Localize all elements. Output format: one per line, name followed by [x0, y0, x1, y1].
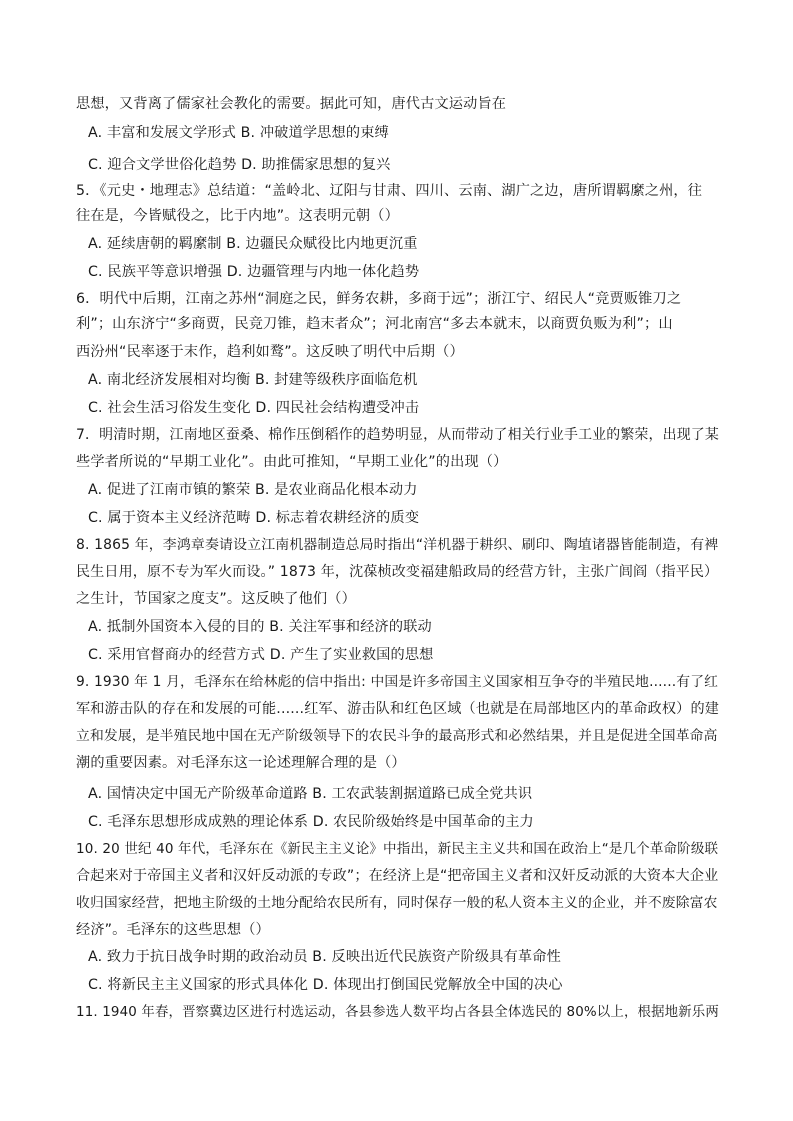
question-8-stem-line3: 之生计，节国家之度支”。这反映了他们（） [76, 591, 356, 607]
question-9-options-ab: A. 国情决定中国无产阶级革命道路 B. 工农武装割据道路已成全党共识 [88, 786, 533, 802]
question-8-options-cd: C. 采用官督商办的经营方式 D. 产生了实业救国的思想 [88, 647, 434, 663]
question-9-stem-line4: 潮的重要因素。对毛泽东这一论述理解合理的是（） [76, 755, 406, 771]
question-10-options-ab: A. 致力于抗日战争时期的政治动员 B. 反映出近代民族资产阶级具有革命性 [88, 949, 561, 965]
question-4-options-ab: A. 丰富和发展文学形式 B. 冲破道学思想的束缚 [88, 125, 389, 141]
question-10-stem-line3: 收归国家经营，把地主阶级的土地分配给农民所有，同时保存一般的私人资本主义的企业，并不废除富农 [76, 895, 718, 911]
question-10-stem-line1: 10. 20 世纪 40 年代，毛泽东在《新民主主义论》中指出，新民主主义共和国在政治上“是几个革命阶级联 [76, 841, 719, 857]
question-9-stem-line2: 军和游击队的存在和发展的可能......红军、游击队和红色区域（也就是在局部地区内的革命政权）的建 [76, 701, 720, 717]
question-6-options-ab: A. 南北经济发展相对均衡 B. 封建等级秩序面临危机 [88, 372, 418, 388]
question-10-stem-line4: 经济”。毛泽东的这些思想（） [76, 922, 270, 938]
question-9-stem-line3: 立和发展，是半殖民地中国在无产阶级领导下的农民斗争的最高形式和必然结果，并且是促进全国革命高 [76, 728, 718, 744]
question-4-options-cd: C. 迎合文学世俗化趋势 D. 助推儒家思想的复兴 [88, 157, 391, 173]
question-8-options-ab: A. 抵制外国资本入侵的目的 B. 关注军事和经济的联动 [88, 619, 432, 635]
question-5-stem-line1: 5．《元史・地理志》总结道：“盖岭北、辽阳与甘肃、四川、云南、湖广之边，唐所谓羁縻之州，往 [76, 183, 703, 199]
question-10-stem-line2: 合起来对于帝国主义者和汉奸反动派的专政”；在经济上是“把帝国主义者和汉奸反动派的大资本大企业 [76, 868, 719, 884]
question-10-options-cd: C. 将新民主主义国家的形式具体化 D. 体现出打倒国民党解放全中国的决心 [88, 977, 563, 993]
question-4-stem-end: 思想，又背离了儒家社会教化的需要。据此可知，唐代古文运动旨在 [76, 96, 507, 112]
question-7-stem-line1: 7．明清时期，江南地区蚕桑、棉作压倒稻作的趋势明显，从而带动了相关行业手工业的繁荣，出现了某 [76, 427, 719, 443]
question-6-stem-line1: 6．明代中后期，江南之苏州“洞庭之民，鲜务农耕，多商于远”；浙江宁、绍民人“竞贾贩锥刀之 [76, 291, 682, 307]
question-5-stem-line2: 往在是，今皆赋役之，比于内地”。这表明元朝（） [76, 208, 399, 224]
question-11-stem-line1: 11. 1940 年春，晋察冀边区进行村选运动，各县参选人数平均占各县全体选民的 80%以上，根据地新乐两 [76, 1005, 719, 1020]
question-6-stem-line2: 利”；山东济宁“多商贾，民竞刀锥，趋末者众”；河北南宫“多去本就末，以商贾负贩为利”；山 [76, 316, 673, 332]
question-9-stem-line1: 9. 1930 年 1 月，毛泽东在给林彪的信中指出: 中国是许多帝国主义国家相互争夺的半殖民地......有了红 [76, 674, 719, 690]
question-7-options-cd: C. 属于资本主义经济范畴 D. 标志着农耕经济的质变 [88, 510, 420, 526]
question-7-stem-line2: 些学者所说的“早期工业化”。由此可推知，“早期工业化”的出现（） [76, 454, 508, 470]
question-7-options-ab: A. 促进了江南市镇的繁荣 B. 是农业商品化根本动力 [88, 482, 418, 498]
question-8-stem-line2: 民生日用，原不专为军火而设。” 1873 年，沈葆桢改变福建船政局的经营方针，主张广闾阎（指平民） [76, 564, 719, 580]
question-6-stem-line3: 西汾州“民率逐于末作，趋利如鹜”。这反映了明代中后期（） [76, 344, 464, 360]
question-6-options-cd: C. 社会生活习俗发生变化 D. 四民社会结构遭受冲击 [88, 400, 420, 416]
question-9-options-cd: C. 毛泽东思想形成成熟的理论体系 D. 农民阶级始终是中国革命的主力 [88, 814, 534, 830]
question-8-stem-line1: 8. 1865 年，李鸿章奏请设立江南机器制造总局时指出“洋机器于耕织、刷印、陶埴诸器皆能制造，有裨 [76, 537, 719, 553]
question-5-options-cd: C. 民族平等意识增强 D. 边疆管理与内地一体化趋势 [88, 264, 420, 280]
question-5-options-ab: A. 延续唐朝的羁縻制 B. 边疆民众赋役比内地更沉重 [88, 236, 418, 252]
